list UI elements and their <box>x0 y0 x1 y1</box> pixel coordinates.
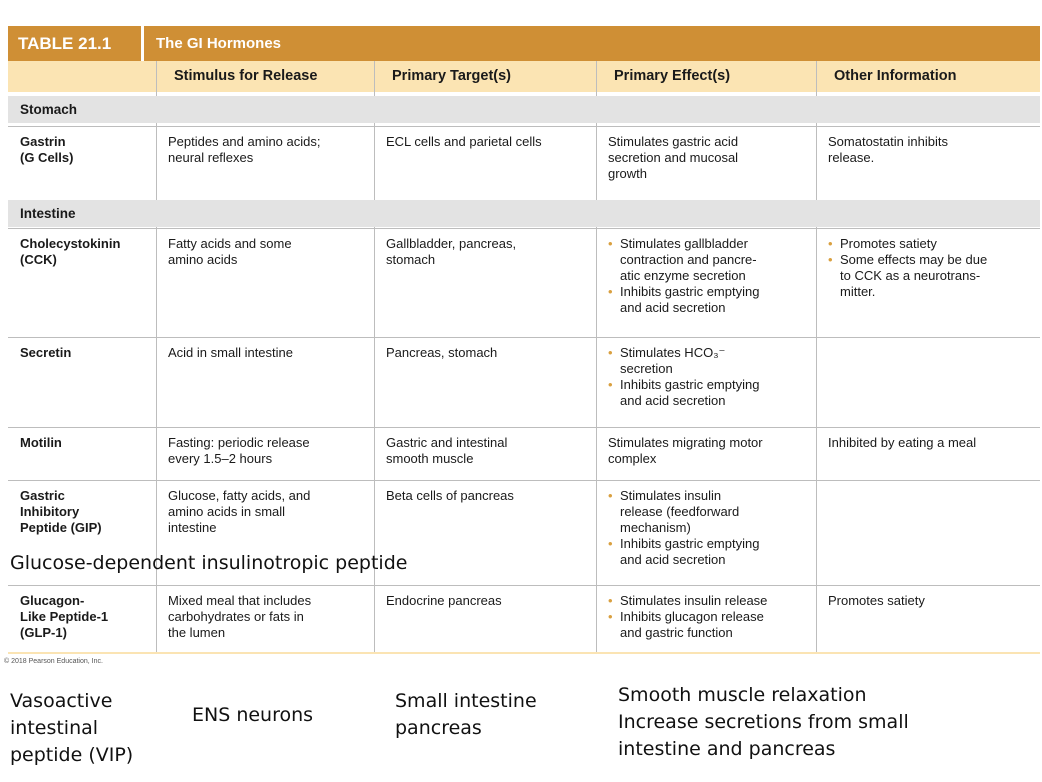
title-divider <box>141 26 144 61</box>
other-bullet: • Promotes satiety <box>828 236 1032 252</box>
target-cell: Endocrine pancreas <box>386 593 502 608</box>
other-bullet: • Some effects may be due to CCK as a neurotrans- mitter. <box>828 252 1032 300</box>
note-vip-name: Vasoactive intestinal peptide (VIP) <box>10 690 134 766</box>
effect-bullet: • Inhibits glucagon release and gastric function <box>608 609 808 641</box>
column-header-effect: Primary Effect(s) <box>614 68 731 84</box>
column-header-row <box>8 61 1040 92</box>
target-cell: ECL cells and parietal cells <box>386 134 542 149</box>
column-header-other: Other Information <box>834 68 957 84</box>
effect-bullet: • Stimulates insulin release (feedforward mechanism) <box>608 488 808 536</box>
stimulus-cell: Mixed meal that includes carbohydrates or fats in the lumen <box>168 593 312 640</box>
hormone-name: Glucagon- Like Peptide-1 (GLP-1) <box>20 593 109 640</box>
effect-cell <box>596 229 816 316</box>
stimulus-cell: Acid in small intestine <box>168 345 293 360</box>
effect-bullet: • Inhibits gastric emptying and acid secretion <box>608 536 808 568</box>
gip-annotation: Glucose-dependent insulinotropic peptide <box>10 552 408 574</box>
table-title: The GI Hormones <box>156 35 282 52</box>
stimulus-cell: Glucose, fatty acids, and amino acids in small intestine <box>168 488 311 535</box>
effect-cell <box>596 586 816 641</box>
effect-cell <box>596 481 816 568</box>
hormone-name: Cholecystokinin (CCK) <box>20 236 121 267</box>
target-cell: Gallbladder, pancreas, stomach <box>386 236 517 267</box>
table-bottom-rule <box>8 652 1040 654</box>
table-row-secretin <box>8 337 1040 426</box>
note-vip-effect: Smooth muscle relaxation Increase secretions from small intestine and pancreas <box>618 684 909 760</box>
other-cell <box>816 229 1040 300</box>
target-cell: Gastric and intestinal smooth muscle <box>386 435 508 466</box>
other-cell: Promotes satiety <box>828 593 925 608</box>
note-vip-stimulus: ENS neurons <box>192 704 314 726</box>
target-cell: Beta cells of pancreas <box>386 488 514 503</box>
effect-cell <box>596 338 816 409</box>
hormone-name: Gastrin (G Cells) <box>20 134 74 165</box>
table-row-glp1 <box>8 585 1040 652</box>
table-row-cck <box>8 228 1040 336</box>
table-row-motilin <box>8 427 1040 479</box>
effect-bullet: • Stimulates gallbladder contraction and pancre- atic enzyme secretion <box>608 236 808 284</box>
effect-bullet: • Stimulates insulin release <box>608 593 808 609</box>
effect-bullet: • Stimulates HCO₃⁻ secretion <box>608 345 808 377</box>
effect-cell: Stimulates gastric acid secretion and mucosal growth <box>608 134 739 181</box>
hormone-name: Gastric Inhibitory Peptide (GIP) <box>20 488 102 535</box>
table-title-bar <box>8 26 1040 61</box>
stimulus-cell: Fasting: periodic release every 1.5–2 hours <box>168 435 310 466</box>
copyright-notice: © 2018 Pearson Education, Inc. <box>4 658 103 665</box>
column-header-stimulus: Stimulus for Release <box>174 68 318 84</box>
target-cell: Pancreas, stomach <box>386 345 498 360</box>
effect-bullet: • Inhibits gastric emptying and acid secretion <box>608 377 808 409</box>
other-cell: Somatostatin inhibits release. <box>828 134 948 165</box>
table-row-gastrin <box>8 126 1040 199</box>
hormone-name: Motilin <box>20 435 62 450</box>
section-stomach: Stomach <box>8 96 1040 123</box>
hormone-name: Secretin <box>20 345 72 360</box>
column-header-target: Primary Target(s) <box>392 68 511 84</box>
stimulus-cell: Fatty acids and some amino acids <box>168 236 292 267</box>
note-vip-target: Small intestine pancreas <box>395 690 537 739</box>
section-intestine: Intestine <box>8 200 1040 227</box>
other-cell: Inhibited by eating a meal <box>828 435 977 450</box>
effect-cell: Stimulates migrating motor complex <box>608 435 763 466</box>
table-number: TABLE 21.1 <box>18 34 112 53</box>
stimulus-cell: Peptides and amino acids; neural reflexes <box>168 134 321 165</box>
effect-bullet: • Inhibits gastric emptying and acid secretion <box>608 284 808 316</box>
